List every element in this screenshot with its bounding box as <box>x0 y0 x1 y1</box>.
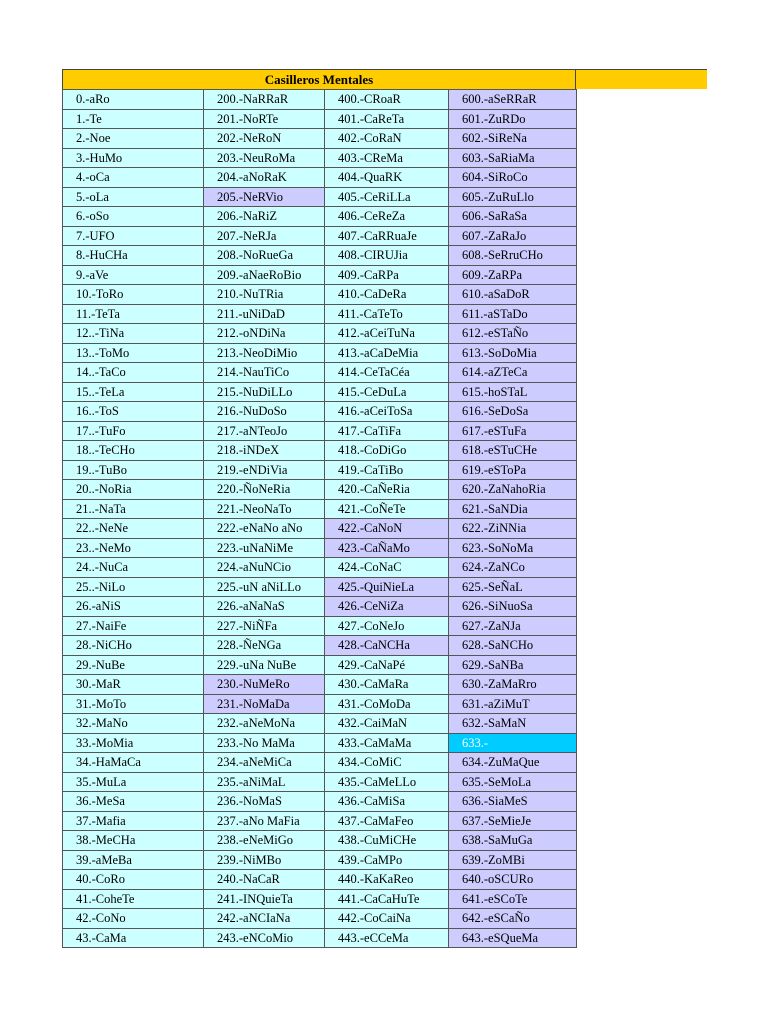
table-cell[interactable]: 230.-NuMeRo <box>204 675 325 695</box>
table-row <box>63 792 577 812</box>
table-cell[interactable]: 619.-eSToPa <box>449 460 577 480</box>
table-cell[interactable]: 218.-iNDeX <box>204 441 325 461</box>
table-cell[interactable]: 237.-aNo MaFia <box>204 811 325 831</box>
table-cell[interactable]: 205.-NeRVio <box>204 187 325 207</box>
table-cell[interactable]: 201.-NoRTe <box>204 109 325 129</box>
table-cell[interactable]: 413.-aCaDeMia <box>325 343 449 363</box>
table-cell[interactable]: 27.-NaiFe <box>63 616 204 636</box>
table-cell[interactable]: 20..-NoRia <box>63 480 204 500</box>
table-row <box>63 441 577 461</box>
table-row <box>63 129 577 149</box>
table-cell[interactable]: 225.-uN aNiLLo <box>204 577 325 597</box>
table-cell[interactable]: 240.-NaCaR <box>204 870 325 890</box>
table-cell[interactable]: 408.-CIRUJia <box>325 246 449 266</box>
table-cell[interactable]: 203.-NeuRoMa <box>204 148 325 168</box>
table-cell[interactable]: 615.-hoSTaL <box>449 382 577 402</box>
table-cell[interactable]: 429.-CaNaPé <box>325 655 449 675</box>
table-cell[interactable]: 602.-SiReNa <box>449 129 577 149</box>
table-cell[interactable]: 601.-ZuRDo <box>449 109 577 129</box>
table-cell[interactable]: 617.-eSTuFa <box>449 421 577 441</box>
table-cell[interactable]: 639.-ZoMBi <box>449 850 577 870</box>
table-cell[interactable]: 217.-aNTeoJo <box>204 421 325 441</box>
table-cell[interactable]: 223.-uNaNiMe <box>204 538 325 558</box>
table-cell[interactable]: 433.-CaMaMa <box>325 733 449 753</box>
table-cell[interactable]: 34.-HaMaCa <box>63 753 204 773</box>
table-cell[interactable]: 41.-CoheTe <box>63 889 204 909</box>
table-cell[interactable]: 2.-Noe <box>63 129 204 149</box>
table-cell[interactable]: 5.-oLa <box>63 187 204 207</box>
table-cell[interactable]: 442.-CoCaiNa <box>325 909 449 929</box>
table-cell[interactable]: 643.-eSQueMa <box>449 928 577 948</box>
table-row <box>63 168 577 188</box>
table-cell[interactable]: 641.-eSCoTe <box>449 889 577 909</box>
table-row <box>63 753 577 773</box>
table-cell[interactable]: 25..-NiLo <box>63 577 204 597</box>
table-cell[interactable]: 209.-aNaeRoBio <box>204 265 325 285</box>
table-cell[interactable]: 234.-aNeMiCa <box>204 753 325 773</box>
table-cell[interactable]: 14..-TaCo <box>63 363 204 383</box>
table-cell[interactable]: 215.-NuDiLLo <box>204 382 325 402</box>
table-cell[interactable]: 622.-ZiNNia <box>449 519 577 539</box>
table-cell[interactable]: 210.-NuTRia <box>204 285 325 305</box>
table-cell[interactable]: 30.-MaR <box>63 675 204 695</box>
table-row <box>63 597 577 617</box>
table-cell[interactable]: 418.-CoDiGo <box>325 441 449 461</box>
table-cell[interactable]: 235.-aNiMaL <box>204 772 325 792</box>
table-cell[interactable]: 211.-uNiDaD <box>204 304 325 324</box>
table-cell[interactable]: 633.- <box>449 733 577 753</box>
table-cell[interactable]: 401.-CaReTa <box>325 109 449 129</box>
table-cell[interactable]: 15..-TeLa <box>63 382 204 402</box>
table-cell[interactable]: 410.-CaDeRa <box>325 285 449 305</box>
table-cell[interactable]: 213.-NeoDiMio <box>204 343 325 363</box>
table-cell[interactable]: 4.-oCa <box>63 168 204 188</box>
table-cell[interactable]: 605.-ZuRuLlo <box>449 187 577 207</box>
table-cell[interactable]: 18..-TeCHo <box>63 441 204 461</box>
table-cell[interactable]: 417.-CaTiFa <box>325 421 449 441</box>
table-cell[interactable]: 416.-aCeiToSa <box>325 402 449 422</box>
table-cell[interactable]: 0.-aRo <box>63 90 204 110</box>
table-cell[interactable]: 443.-eCCeMa <box>325 928 449 948</box>
table-cell[interactable]: 9.-aVe <box>63 265 204 285</box>
table-cell[interactable]: 28.-NiCHo <box>63 636 204 656</box>
table-cell[interactable]: 426.-CeNiZa <box>325 597 449 617</box>
table-cell[interactable]: 35.-MuLa <box>63 772 204 792</box>
table-row <box>63 207 577 227</box>
table-cell[interactable]: 439.-CaMPo <box>325 850 449 870</box>
sheet-title: Casilleros Mentales <box>264 72 374 87</box>
table-cell[interactable]: 403.-CReMa <box>325 148 449 168</box>
table-cell[interactable]: 631.-aZiMuT <box>449 694 577 714</box>
table-cell[interactable]: 609.-ZaRPa <box>449 265 577 285</box>
table-cell[interactable]: 1.-Te <box>63 109 204 129</box>
table-row <box>63 577 577 597</box>
table-cell[interactable]: 414.-CeTaCéa <box>325 363 449 383</box>
table-cell[interactable]: 17..-TuFo <box>63 421 204 441</box>
table-cell[interactable]: 31.-MoTo <box>63 694 204 714</box>
table-row <box>63 246 577 266</box>
table-cell[interactable]: 614.-aZTeCa <box>449 363 577 383</box>
table-cell[interactable]: 229.-uNa NuBe <box>204 655 325 675</box>
table-row <box>63 850 577 870</box>
table-row <box>63 519 577 539</box>
table-cell[interactable]: 233.-No MaMa <box>204 733 325 753</box>
table-cell[interactable]: 423.-CaÑaMo <box>325 538 449 558</box>
table-cell[interactable]: 221.-NeoNaTo <box>204 499 325 519</box>
table-cell[interactable]: 207.-NeRJa <box>204 226 325 246</box>
table-row <box>63 421 577 441</box>
table-cell[interactable]: 231.-NoMaDa <box>204 694 325 714</box>
table-cell[interactable]: 629.-SaNBa <box>449 655 577 675</box>
table-row <box>63 616 577 636</box>
table-row <box>63 304 577 324</box>
table-cell[interactable]: 628.-SaNCHo <box>449 636 577 656</box>
table-cell[interactable]: 630.-ZaMaRro <box>449 675 577 695</box>
table-row <box>63 402 577 422</box>
table-cell[interactable]: 236.-NoMaS <box>204 792 325 812</box>
table-cell[interactable]: 202.-NeRoN <box>204 129 325 149</box>
table-cell[interactable]: 607.-ZaRaJo <box>449 226 577 246</box>
table-cell[interactable]: 440.-KaKaReo <box>325 870 449 890</box>
table-cell[interactable]: 212.-oNDiNa <box>204 324 325 344</box>
table-row <box>63 382 577 402</box>
table-row <box>63 343 577 363</box>
table-cell[interactable]: 435.-CaMeLLo <box>325 772 449 792</box>
table-cell[interactable]: 7.-UFO <box>63 226 204 246</box>
table-row <box>63 148 577 168</box>
table-cell[interactable]: 404.-QuaRK <box>325 168 449 188</box>
table-cell[interactable]: 12..-TiNa <box>63 324 204 344</box>
table-cell[interactable]: 6.-oSo <box>63 207 204 227</box>
table-row <box>63 675 577 695</box>
table-cell[interactable]: 625.-SeÑaL <box>449 577 577 597</box>
table-cell[interactable]: 431.-CoMoDa <box>325 694 449 714</box>
table-row <box>63 889 577 909</box>
table-cell[interactable]: 616.-SeDoSa <box>449 402 577 422</box>
table-cell[interactable]: 402.-CoRaN <box>325 129 449 149</box>
table-cell[interactable]: 228.-ÑeNGa <box>204 636 325 656</box>
table-row <box>63 870 577 890</box>
table-cell[interactable]: 23..-NeMo <box>63 538 204 558</box>
table-cell[interactable]: 200.-NaRRaR <box>204 90 325 110</box>
table-cell[interactable]: 24..-NuCa <box>63 558 204 578</box>
table-cell[interactable]: 424.-CoNaC <box>325 558 449 578</box>
table-cell[interactable]: 238.-eNeMiGo <box>204 831 325 851</box>
table-cell[interactable]: 10.-ToRo <box>63 285 204 305</box>
table-cell[interactable]: 33.-MoMia <box>63 733 204 753</box>
table-cell[interactable]: 19..-TuBo <box>63 460 204 480</box>
table-row <box>63 928 577 948</box>
table-cell[interactable]: 436.-CaMiSa <box>325 792 449 812</box>
table-cell[interactable]: 624.-ZaNCo <box>449 558 577 578</box>
table-cell[interactable]: 40.-CoRo <box>63 870 204 890</box>
table-cell[interactable]: 415.-CeDuLa <box>325 382 449 402</box>
table-cell[interactable]: 438.-CuMiCHe <box>325 831 449 851</box>
table-cell[interactable]: 600.-aSeRRaR <box>449 90 577 110</box>
table-row <box>63 187 577 207</box>
table-cell[interactable]: 409.-CaRPa <box>325 265 449 285</box>
table-cell[interactable]: 627.-ZaNJa <box>449 616 577 636</box>
table-cell[interactable]: 38.-MeCHa <box>63 831 204 851</box>
table-cell[interactable]: 425.-QuiNieLa <box>325 577 449 597</box>
table-cell[interactable]: 412.-aCeiTuNa <box>325 324 449 344</box>
table-row <box>63 772 577 792</box>
table-cell[interactable]: 407.-CaRRuaJe <box>325 226 449 246</box>
table-row <box>63 324 577 344</box>
table-row <box>63 694 577 714</box>
table-row <box>63 733 577 753</box>
table-cell[interactable]: 206.-NaRiZ <box>204 207 325 227</box>
table-cell[interactable]: 29.-NuBe <box>63 655 204 675</box>
table-cell[interactable]: 411.-CaTeTo <box>325 304 449 324</box>
table-cell[interactable]: 26.-aNiS <box>63 597 204 617</box>
table-cell[interactable]: 405.-CeRiLLa <box>325 187 449 207</box>
table-cell[interactable]: 432.-CaiMaN <box>325 714 449 734</box>
table-cell[interactable]: 620.-ZaNahoRia <box>449 480 577 500</box>
table-cell[interactable]: 642.-eSCaÑo <box>449 909 577 929</box>
table-cell[interactable]: 427.-CoNeJo <box>325 616 449 636</box>
table-cell[interactable]: 637.-SeMieJe <box>449 811 577 831</box>
table-cell[interactable]: 8.-HuCHa <box>63 246 204 266</box>
table-row <box>63 90 577 110</box>
table-cell[interactable]: 21..-NaTa <box>63 499 204 519</box>
table-cell[interactable]: 606.-SaRaSa <box>449 207 577 227</box>
table-cell[interactable]: 611.-aSTaDo <box>449 304 577 324</box>
table-row <box>63 499 577 519</box>
table-cell[interactable]: 216.-NuDoSo <box>204 402 325 422</box>
table-cell[interactable]: 13..-ToMo <box>63 343 204 363</box>
table-cell[interactable]: 400.-CRoaR <box>325 90 449 110</box>
table-cell[interactable]: 421.-CoÑeTe <box>325 499 449 519</box>
table-cell[interactable]: 430.-CaMaRa <box>325 675 449 695</box>
table-row <box>63 265 577 285</box>
table-cell[interactable]: 634.-ZuMaQue <box>449 753 577 773</box>
table-cell[interactable]: 612.-eSTaÑo <box>449 324 577 344</box>
table-cell[interactable]: 11.-TeTa <box>63 304 204 324</box>
table-cell[interactable]: 428.-CaNCHa <box>325 636 449 656</box>
table-cell[interactable]: 603.-SaRiaMa <box>449 148 577 168</box>
table-cell[interactable]: 242.-aNCIaNa <box>204 909 325 929</box>
table-cell[interactable]: 434.-CoMiC <box>325 753 449 773</box>
table-row <box>63 831 577 851</box>
table-row <box>63 714 577 734</box>
table-cell[interactable]: 623.-SoNoMa <box>449 538 577 558</box>
table-cell[interactable]: 420.-CaÑeRia <box>325 480 449 500</box>
table-cell[interactable]: 610.-aSaDoR <box>449 285 577 305</box>
table-cell[interactable]: 419.-CaTiBo <box>325 460 449 480</box>
table-cell[interactable]: 32.-MaNo <box>63 714 204 734</box>
table-row <box>63 558 577 578</box>
table-row <box>63 655 577 675</box>
table-row <box>63 109 577 129</box>
table-row <box>63 363 577 383</box>
table-cell[interactable]: 208.-NoRueGa <box>204 246 325 266</box>
table-row <box>63 538 577 558</box>
table-cell[interactable]: 224.-aNuNCio <box>204 558 325 578</box>
table-row <box>63 909 577 929</box>
table-cell[interactable]: 441.-CaCaHuTe <box>325 889 449 909</box>
table-cell[interactable]: 220.-ÑoNeRia <box>204 480 325 500</box>
table-row <box>63 226 577 246</box>
table-cell[interactable]: 241.-INQuieTa <box>204 889 325 909</box>
table-cell[interactable]: 613.-SoDoMia <box>449 343 577 363</box>
table-cell[interactable]: 204.-aNoRaK <box>204 168 325 188</box>
table-row <box>63 636 577 656</box>
mental-boxes-table <box>62 89 577 948</box>
table-cell[interactable]: 406.-CeReZa <box>325 207 449 227</box>
table-cell[interactable]: 226.-aNaNaS <box>204 597 325 617</box>
table-cell[interactable]: 37.-Mafia <box>63 811 204 831</box>
table-cell[interactable]: 626.-SiNuoSa <box>449 597 577 617</box>
table-row <box>63 480 577 500</box>
table-cell[interactable]: 640.-oSCURo <box>449 870 577 890</box>
table-cell[interactable]: 608.-SeRruCHo <box>449 246 577 266</box>
table-cell[interactable]: 222.-eNaNo aNo <box>204 519 325 539</box>
table-row <box>63 285 577 305</box>
table-cell[interactable]: 214.-NauTiCo <box>204 363 325 383</box>
table-cell[interactable]: 635.-SeMoLa <box>449 772 577 792</box>
table-cell[interactable]: 36.-MeSa <box>63 792 204 812</box>
title-row <box>62 69 707 89</box>
table-cell[interactable]: 621.-SaNDia <box>449 499 577 519</box>
table-cell[interactable]: 604.-SiRoCo <box>449 168 577 188</box>
table-cell[interactable]: 422.-CaNoN <box>325 519 449 539</box>
table-cell[interactable]: 232.-aNeMoNa <box>204 714 325 734</box>
table-row <box>63 460 577 480</box>
table-cell[interactable]: 618.-eSTuCHe <box>449 441 577 461</box>
table-cell[interactable]: 437.-CaMaFeo <box>325 811 449 831</box>
table-cell[interactable]: 638.-SaMuGa <box>449 831 577 851</box>
table-cell[interactable]: 3.-HuMo <box>63 148 204 168</box>
table-cell[interactable]: 632.-SaMaN <box>449 714 577 734</box>
table-cell[interactable]: 239.-NiMBo <box>204 850 325 870</box>
table-cell[interactable]: 227.-NiÑFa <box>204 616 325 636</box>
table-cell[interactable]: 22..-NeNe <box>63 519 204 539</box>
table-cell[interactable]: 636.-SiaMeS <box>449 792 577 812</box>
table-cell[interactable]: 43.-CaMa <box>63 928 204 948</box>
table-cell[interactable]: 243.-eNCoMio <box>204 928 325 948</box>
table-row <box>63 811 577 831</box>
table-cell[interactable]: 42.-CoNo <box>63 909 204 929</box>
table-cell[interactable]: 39.-aMeBa <box>63 850 204 870</box>
table-cell[interactable]: 16..-ToS <box>63 402 204 422</box>
table-cell[interactable]: 219.-eNDiVia <box>204 460 325 480</box>
